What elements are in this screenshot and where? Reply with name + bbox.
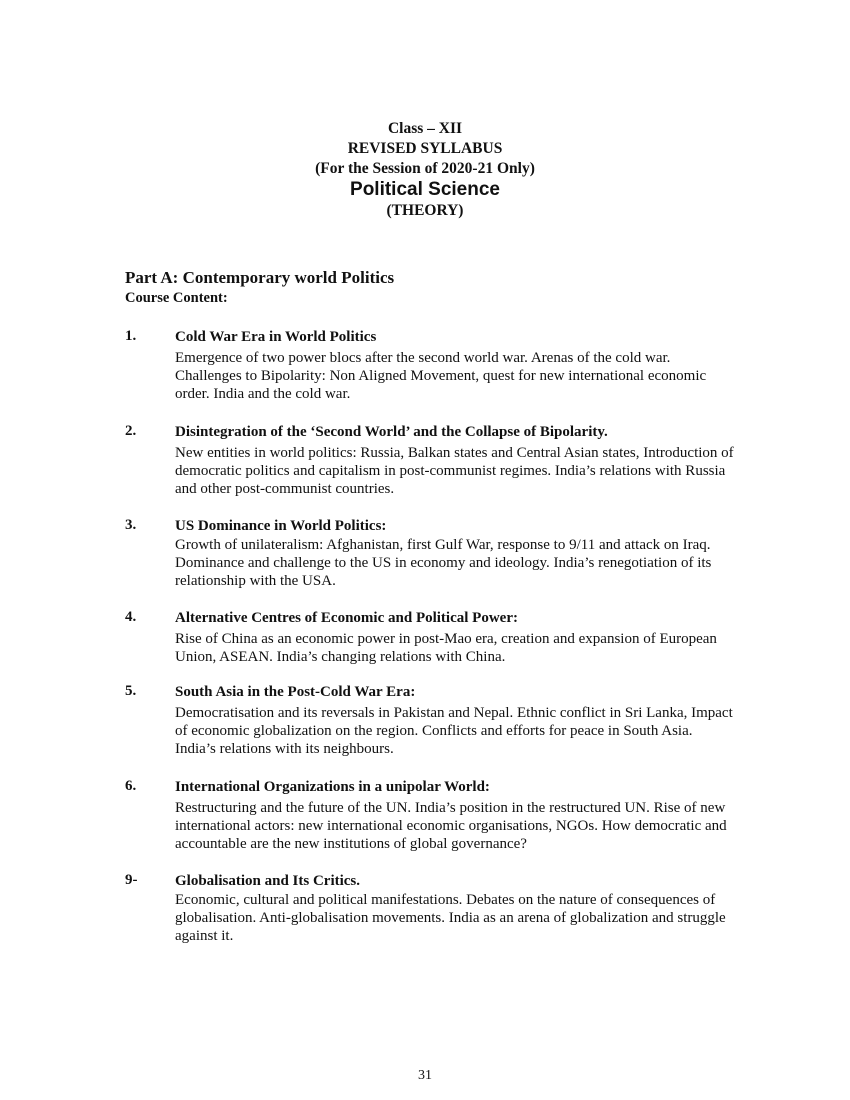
course-content-label: Course Content: [125, 290, 228, 306]
description-line: New entities in world politics: Russia, Balkan states and Central Asian states, Introduction of [175, 445, 734, 461]
topic-description [175, 704, 800, 758]
page-number: 31 [418, 1068, 432, 1083]
part-a-title: Part A: Contemporary world Politics [125, 268, 395, 287]
description-line: of economic globalization on the region. Conflicts and efforts for peace in South Asia. [175, 723, 693, 739]
description-line: Economic, cultural and political manifestations. Debates on the nature of consequences of [175, 892, 716, 908]
topic-number: 2. [125, 423, 137, 439]
topic-title: Alternative Centres of Economic and Political Power: [175, 610, 518, 626]
description-line: globalisation. Anti-globalisation movements. India as an arena of globalization and struggle [175, 910, 726, 926]
description-line: international actors: new international economic organisations, NGOs. How democratic and [175, 818, 727, 834]
topic-title: Globalisation and Its Critics. [175, 873, 361, 889]
description-line: Democratisation and its reversals in Pakistan and Nepal. Ethnic conflict in Sri Lanka, Impact [175, 705, 733, 721]
description-line: Restructuring and the future of the UN. India’s position in the restructured UN. Rise of new [175, 800, 726, 816]
topic-description [175, 444, 800, 498]
topic-description [175, 799, 800, 853]
topic-description [175, 630, 800, 666]
topic-title: US Dominance in World Politics: [175, 518, 387, 534]
description-line: order. India and the cold war. [175, 386, 351, 402]
topic-1 [125, 328, 805, 403]
topic-number: 1. [125, 328, 137, 344]
topic-number: 5. [125, 683, 137, 699]
topic-9 [125, 872, 805, 945]
description-line: Challenges to Bipolarity: Non Aligned Movement, quest for new international economic [175, 368, 707, 384]
description-line: accountable are the new institutions of global governance? [175, 836, 527, 852]
topic-number: 9- [125, 872, 138, 888]
description-line: India’s relations with its neighbours. [175, 741, 394, 757]
topic-6 [125, 778, 805, 853]
class-line: Class – XII [387, 120, 463, 137]
topic-title: Disintegration of the ‘Second World’ and the Collapse of Bipolarity. [175, 424, 608, 440]
description-line: Dominance and challenge to the US in economy and ideology. India’s renegotiation of its [175, 555, 712, 571]
topic-3 [125, 517, 805, 590]
topic-2 [125, 423, 805, 498]
document-header [0, 119, 850, 221]
topic-description [175, 891, 800, 945]
topic-description [175, 349, 800, 403]
description-line: Emergence of two power blocs after the second world war. Arenas of the cold war. [175, 350, 671, 366]
topic-4 [125, 609, 805, 666]
description-line: Growth of unilateralism: Afghanistan, first Gulf War, response to 9/11 and attack on Iraq. [175, 537, 711, 553]
topic-5 [125, 683, 805, 758]
syllabus-line: REVISED SYLLABUS [347, 140, 503, 157]
description-line: Union, ASEAN. India’s changing relations with China. [175, 649, 506, 665]
description-line: and other post-communist countries. [175, 481, 395, 497]
topic-description [175, 536, 800, 590]
topic-title: Cold War Era in World Politics [175, 329, 377, 345]
description-line: democratic politics and capitalism in post-communist regimes. India’s relations with Russia [175, 463, 726, 479]
subject-title: Political Science [350, 179, 500, 200]
topic-number: 3. [125, 517, 137, 533]
topic-number: 6. [125, 778, 137, 794]
session-line: (For the Session of 2020-21 Only) [315, 160, 535, 177]
topic-title: South Asia in the Post-Cold War Era: [175, 684, 416, 700]
description-line: Rise of China as an economic power in post-Mao era, creation and expansion of European [175, 631, 717, 647]
description-line: relationship with the USA. [175, 573, 336, 589]
topic-number: 4. [125, 609, 137, 625]
topic-title: International Organizations in a unipolar World: [175, 779, 490, 795]
description-line: against it. [175, 928, 234, 944]
theory-line: (THEORY) [386, 202, 464, 219]
